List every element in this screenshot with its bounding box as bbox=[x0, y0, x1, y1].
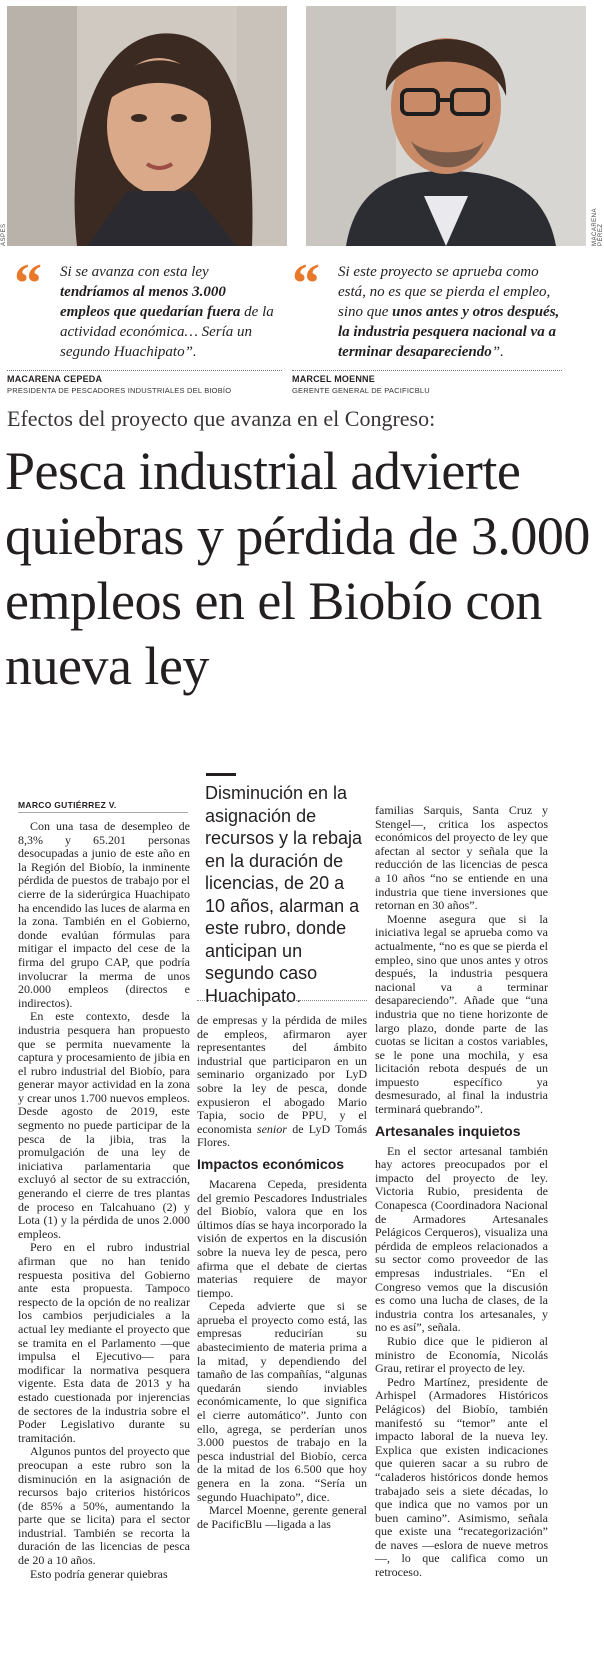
quote-right-name: MARCEL MOENNE bbox=[292, 374, 375, 384]
portrait-man-image bbox=[306, 6, 586, 246]
quote-left-part-1: Si se avanza con esta ley bbox=[60, 264, 209, 280]
pullquote: Disminución en la asignación de recursos y la rebaja en la duración de licencias, de 20 a 10 años, alarman a este rubro, donde anticipan un segundo caso Huachipato. bbox=[205, 783, 363, 1006]
paragraph: Pedro Martínez, presidente de Arhispel (Armadores Históricos Pelágicos) del Biobío, también manifestó su “temor” ante el impacto laboral de la nueva ley. Explica que existen indicaciones que quieren sacar a su rubro de “caladeros históricos donde hemos trabajado seis a siete décadas, lo que indica que no vamos por un buen camino”. Asimismo, señala que existe una “recategorización” de naves —eslora de nueve metros—, lo que califica como un retroceso. bbox=[375, 1374, 548, 1580]
photo-credit-right: MACARENA PÉREZ bbox=[592, 208, 604, 246]
quote-left-divider bbox=[7, 370, 282, 371]
article-column-3 bbox=[375, 804, 548, 1580]
photo-marcel-moenne bbox=[306, 6, 586, 246]
paragraph bbox=[197, 1014, 367, 1150]
quote-right bbox=[292, 253, 562, 362]
paragraph-emphasis: senior bbox=[256, 1121, 287, 1136]
quote-mark-icon: “ bbox=[292, 253, 320, 315]
paragraph: Con una tasa de desempleo de 8,3% y 65.201 personas desocupadas a junio de este año en la Región del Biobío, la inminente pérdida de puestos de trabajo por el cierre de la siderúrgica Huachipato ha encendido las luces de alarma en la zona. También en el Gobierno, donde evalúan fórmulas para mitigar el impacto del cese de la firma del grupo CAP, que podría involucrar la merma de unos 20.000 empleos (directos e indirectos). bbox=[18, 819, 190, 1010]
paragraph: Rubio dice que le pidieron al ministro de Economía, Nicolás Grau, retirar el proyecto de ley. bbox=[375, 1333, 548, 1376]
quote-left-role: PRESIDENTA DE PESCADORES INDUSTRIALES DEL BIOBÍO bbox=[7, 386, 232, 395]
pullquote-accent bbox=[206, 773, 236, 776]
paragraph: Pero en el rubro industrial afirman que no han tenido respuesta positiva del Gobierno ante esta propuesta. Tampoco respecto de la opción de no realizar los cambios perjudiciales a la actual ley mediante el proyecto que se tramita en el Parlamento —que impulsa el Ejecutivo— para modificar la normativa pesquera vigente. Esta data de 2013 y ha estado cuestionada por injerencias de sectores de la industria sobre el Poder Legislativo durante su tramitación. bbox=[18, 1240, 190, 1445]
article-kicker: Efectos del proyecto que avanza en el Congreso: bbox=[7, 406, 436, 431]
paragraph-text: de empresas y la pérdida de miles de empleos, afirmaron ayer representantes del ámbito industrial que participaron en un seminario organizado por LyD sobre la ley de pesca, donde expusieron el abogado Mario Tapia, socio de PPU, y el economista bbox=[197, 1013, 367, 1136]
quote-left bbox=[14, 253, 279, 362]
paragraph: Macarena Cepeda, presidenta del gremio Pescadores Industriales del Biobío, valora que en los últimos días se haya incorporado la visión de expertos en la discusión sobre la nueva ley de pesca, pero afirma que el debate de ciertas materias requiere de mayor tiempo. bbox=[197, 1176, 367, 1300]
quote-left-part-2: de la actividad económica… Sería un segundo Huachipato”. bbox=[60, 304, 274, 360]
paragraph: Esto podría generar quiebras bbox=[30, 1566, 168, 1581]
photo-macarena-cepeda bbox=[7, 6, 287, 246]
pullquote-divider bbox=[197, 1000, 367, 1001]
paragraph: En este contexto, desde la industria pesquera han propuesto que se permita nuevamente la captura y procesamiento de jibia en el rubro industrial del Biobío, para generar mayor actividad en la zona y crear unos 1.700 nuevos empleos. Desde agosto de 2019, este segmento no puede participar de la pesca de la jibia, tras la promulgación de una ley de iniciativa parlamentaria que excluyó al sector de su extracción, generando el cierre de tres plantas de proceso en Talcahuano (2) y Lota (1) y la pérdida de unos 2.000 empleos. bbox=[18, 1009, 190, 1241]
paragraph: familias Sarquis, Santa Cruz y Stengel—, critica los aspectos económicos del proyecto de ley que afectan al sector y señala que la reducción de las licencias de pesca a 10 años “no se entiende en una industria que tiene inversiones que retornan en 30 años”. bbox=[375, 803, 548, 913]
article-headline: Pesca industrial advierte quiebras y pérdida de 3.000 empleos en el Biobío con nueva ley bbox=[5, 441, 590, 696]
quote-right-divider bbox=[292, 370, 562, 371]
quote-left-text bbox=[14, 262, 279, 362]
byline-rule bbox=[18, 812, 188, 813]
quote-left-name: MACARENA CEPEDA bbox=[7, 374, 103, 384]
portrait-woman-image bbox=[7, 6, 287, 246]
quote-right-part-1: Si este proyecto se aprueba como está, no es que se pierda el empleo, sino que bbox=[338, 264, 551, 320]
article-column-2 bbox=[197, 1014, 367, 1531]
quote-right-part-2: ”. bbox=[491, 344, 504, 360]
quote-right-role: GERENTE GENERAL DE PACIFICBLU bbox=[292, 386, 430, 395]
quote-mark-icon: “ bbox=[14, 253, 42, 315]
paragraph: Cepeda advierte que si se aprueba el proyecto como está, las empresas reducirían su abastecimiento de materia prima a la mitad, y dependiendo del tamaño de las compañías, “algunas quedarán siendo inviables económicamente, lo que significa el cierre automático”. Junto con ello, agrega, se perderían unos 3.000 puestos de trabajo en la pesca industrial del Biobío, cerca de la mitad de los 6.500 que hoy genera en la zona. “Sería un segundo Huachipato”, dice. bbox=[197, 1299, 367, 1504]
subhead-impactos: Impactos económicos bbox=[197, 1155, 345, 1172]
paragraph: Marcel Moenne, gerente general de PacificBlu —ligada a las bbox=[197, 1503, 367, 1531]
paragraph: En el sector artesanal también hay actores preocupados por el impacto del proyecto de ley. Victoria Rubio, presidenta de Conapesca (Coordinadora Nacional de Armadores Artesanales Pelágicos Cerqueros), visualiza una pérdida de empleos relacionados a su sector como proveedor de las empresas industriales. “En el Congreso vemos que la discusión es como una lucha de clases, de la industria contra los artesanales, y no es así”, señala. bbox=[375, 1143, 548, 1335]
article-byline: MARCO GUTIÉRREZ V. bbox=[18, 800, 117, 810]
paragraph: Moenne asegura que si la iniciativa legal se aprueba como va actualmente, “no es que se pierda el empleo, sino que unos antes y otros después, la industria pesquera nacional va a terminar desapareciendo”. Añade que “una industria que no tiene horizonte de largo plazo, donde parte de las cuotas se licitan a costos variables, se le pone una mochila, y esa licitación rebota después de un impuesto específico ya desmesurado, al final la industria terminará quebrando”. bbox=[375, 911, 548, 1117]
paragraph: Algunos puntos del proyecto que preocupan a este rubro son la disminución en la asignación de recursos bajo criterios históricos (de 85% a 50%, aumentando la parte que se licita) para el sector industrial. También se recorta la duración de las licencias de pesca de 20 a 10 años. bbox=[18, 1444, 190, 1568]
photo-credit-left: ASPES bbox=[1, 223, 7, 246]
subhead-artesanales: Artesanales inquietos bbox=[375, 1122, 521, 1139]
quote-right-text bbox=[292, 262, 562, 362]
quote-left-emphasis: tendríamos al menos 3.000 empleos que quedarían fuera bbox=[60, 284, 241, 320]
quote-right-emphasis: unos antes y otros después, la industria pesquera nacional va a terminar desapareciendo bbox=[338, 304, 560, 360]
paragraph-text: de LyD Tomás Flores. bbox=[197, 1121, 367, 1150]
article-column-1 bbox=[18, 820, 190, 1581]
